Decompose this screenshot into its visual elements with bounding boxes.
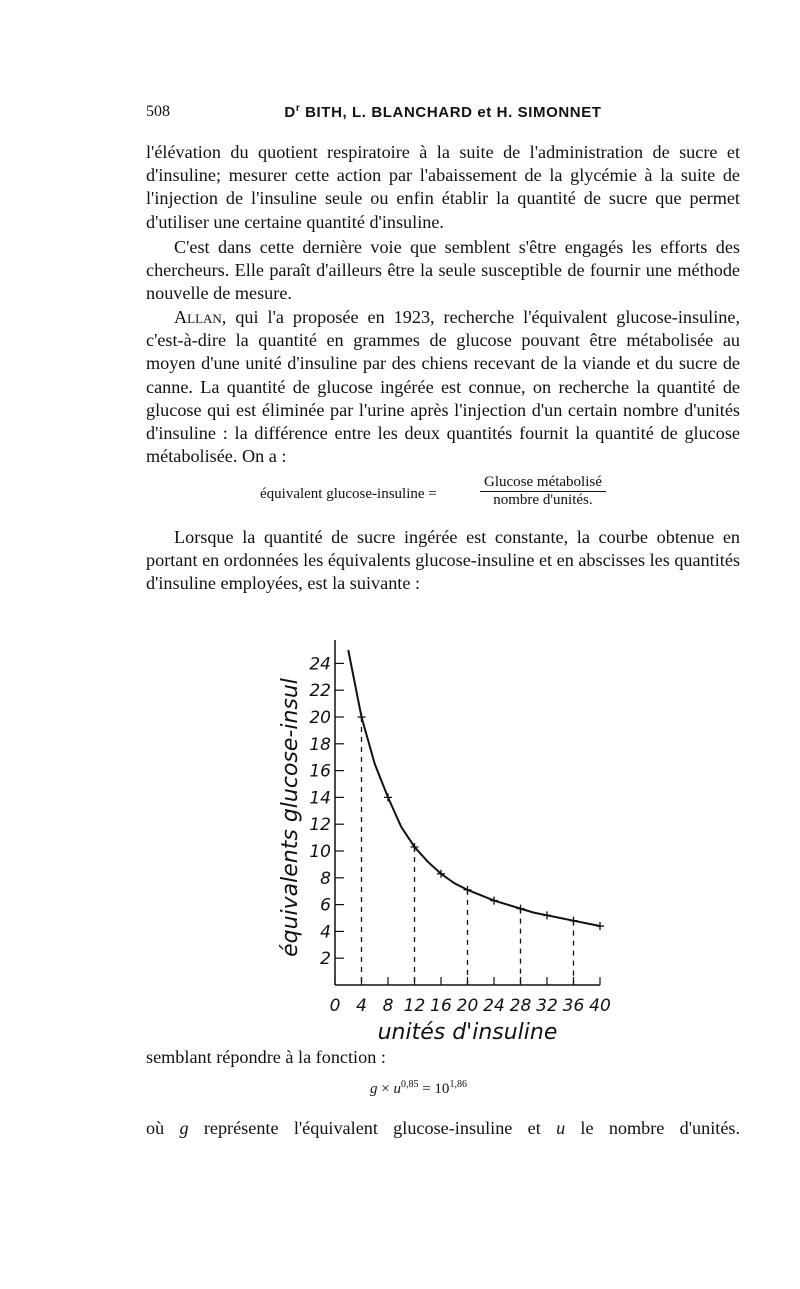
- data-point-marker: [384, 793, 392, 801]
- y-tick-label: 16: [309, 761, 331, 782]
- y-tick-label: 24: [309, 654, 331, 675]
- fn-exp2: 1,86: [449, 1079, 467, 1090]
- fn-times: ×: [377, 1081, 394, 1097]
- data-point-marker: [570, 917, 578, 925]
- paragraph-6: [146, 1118, 740, 1139]
- paragraph-2-text: C'est dans cette dernière voie que semblent s'être engagés les efforts des chercheurs. Elle paraît d'ailleurs être la seule susceptible de fournir une méthode nouvelle de mesure.: [146, 237, 740, 304]
- fn-u: u: [393, 1081, 401, 1097]
- p6-start: où: [146, 1118, 180, 1138]
- fn-g: g: [370, 1081, 378, 1097]
- fn-exp1: 0,85: [400, 1079, 419, 1090]
- data-point-marker: [596, 922, 604, 930]
- y-tick-label: 10: [309, 842, 331, 862]
- x-axis-label: unités d'insuline: [377, 1020, 558, 1040]
- y-tick-label: 18: [309, 734, 331, 755]
- chart-insulin-curve: [255, 600, 625, 1040]
- data-curve: [348, 650, 600, 926]
- y-tick-label: 8: [320, 868, 331, 889]
- x-tick-label: 0: [329, 996, 341, 1016]
- paragraph-4: [146, 526, 740, 596]
- y-tick-label: 20: [309, 708, 331, 728]
- data-point-marker: [517, 905, 525, 913]
- authors-prefix: D: [284, 104, 296, 121]
- page-number: 508: [146, 103, 170, 120]
- formula-equivalent: [260, 474, 680, 514]
- paragraph-5: semblant répondre à la fonction :: [146, 1047, 386, 1067]
- p6-g: g: [179, 1118, 189, 1138]
- x-tick-label: 20: [456, 996, 479, 1016]
- p6-end: le nombre d'unités.: [565, 1118, 741, 1138]
- p6-mid: représente l'équivalent glucose-insuline et: [188, 1118, 557, 1138]
- x-tick-label: 32: [536, 996, 558, 1016]
- paragraph-2: [146, 236, 740, 306]
- formula-numerator: Glucose métabolisé: [480, 474, 606, 492]
- paragraph-1: l'élévation du quotient respiratoire à la suite de l'administration de sucre et d'insuline; mesurer cette action par l'abaissement de la glycémie à la suite de l'injection de l'insuline seule ou enfin établir la quantité de sucre que permet d'utiliser une certaine quantité d'insuline.: [146, 142, 740, 232]
- fn-eq-sign: = 10: [418, 1081, 450, 1097]
- formula-fraction: [480, 474, 606, 509]
- y-tick-label: 12: [309, 815, 331, 836]
- x-tick-label: 28: [509, 996, 532, 1016]
- x-tick-label: 4: [356, 996, 367, 1016]
- y-tick-label: 22: [309, 681, 331, 702]
- y-tick-label: 6: [320, 895, 331, 916]
- data-point-marker: [464, 886, 472, 894]
- x-tick-label: 24: [483, 996, 505, 1016]
- authors-rest: BITH, L. BLANCHARD et H. SIMONNET: [300, 104, 602, 121]
- data-point-marker: [358, 713, 366, 721]
- p6-u: u: [556, 1118, 566, 1138]
- authors-sup: r: [295, 103, 301, 114]
- y-tick-label: 14: [309, 788, 331, 809]
- page-header: [146, 103, 740, 127]
- data-point-marker: [490, 897, 498, 905]
- formula-lhs: équivalent glucose-insuline =: [260, 486, 437, 502]
- x-tick-label: 16: [430, 996, 452, 1016]
- y-tick-label: 4: [320, 922, 331, 943]
- formula-denominator: nombre d'unités.: [493, 492, 593, 508]
- x-tick-label: 12: [403, 996, 426, 1016]
- paragraph-3: [146, 306, 740, 468]
- y-tick-label: 2: [320, 949, 331, 970]
- author-name-allan: Allan: [174, 307, 222, 327]
- paragraph-3-text: , qui l'a proposée en 1923, recherche l'équivalent glucose-insuline, c'est-à-dire la quantité en grammes de glucose pouvant être métabolisée au moyen d'une unité d'insuline par des chiens recevant de la viande et du sucre de canne. La quantité de glucose ingérée est connue, on recherche la quantité de glucose qui est éliminée par l'urine après l'injection d'un certain nombre d'unités d'insuline : la différence entre les deux quantités fournit la quantité de glucose métabolisée. On a :: [146, 307, 740, 467]
- x-tick-label: 40: [589, 996, 611, 1016]
- function-equation: [370, 1079, 467, 1098]
- running-head: [146, 103, 740, 121]
- x-tick-label: 36: [562, 996, 585, 1016]
- paragraph-4-text: Lorsque la quantité de sucre ingérée est constante, la courbe obtenue en portant en ordonnées les équivalents glucose-insuline et en abscisses les quantités d'insuline employées, est la suivante :: [146, 527, 740, 594]
- x-tick-label: 8: [382, 996, 394, 1016]
- y-axis-label: équivalents glucose-insul: [278, 678, 303, 957]
- data-point-marker: [543, 911, 551, 919]
